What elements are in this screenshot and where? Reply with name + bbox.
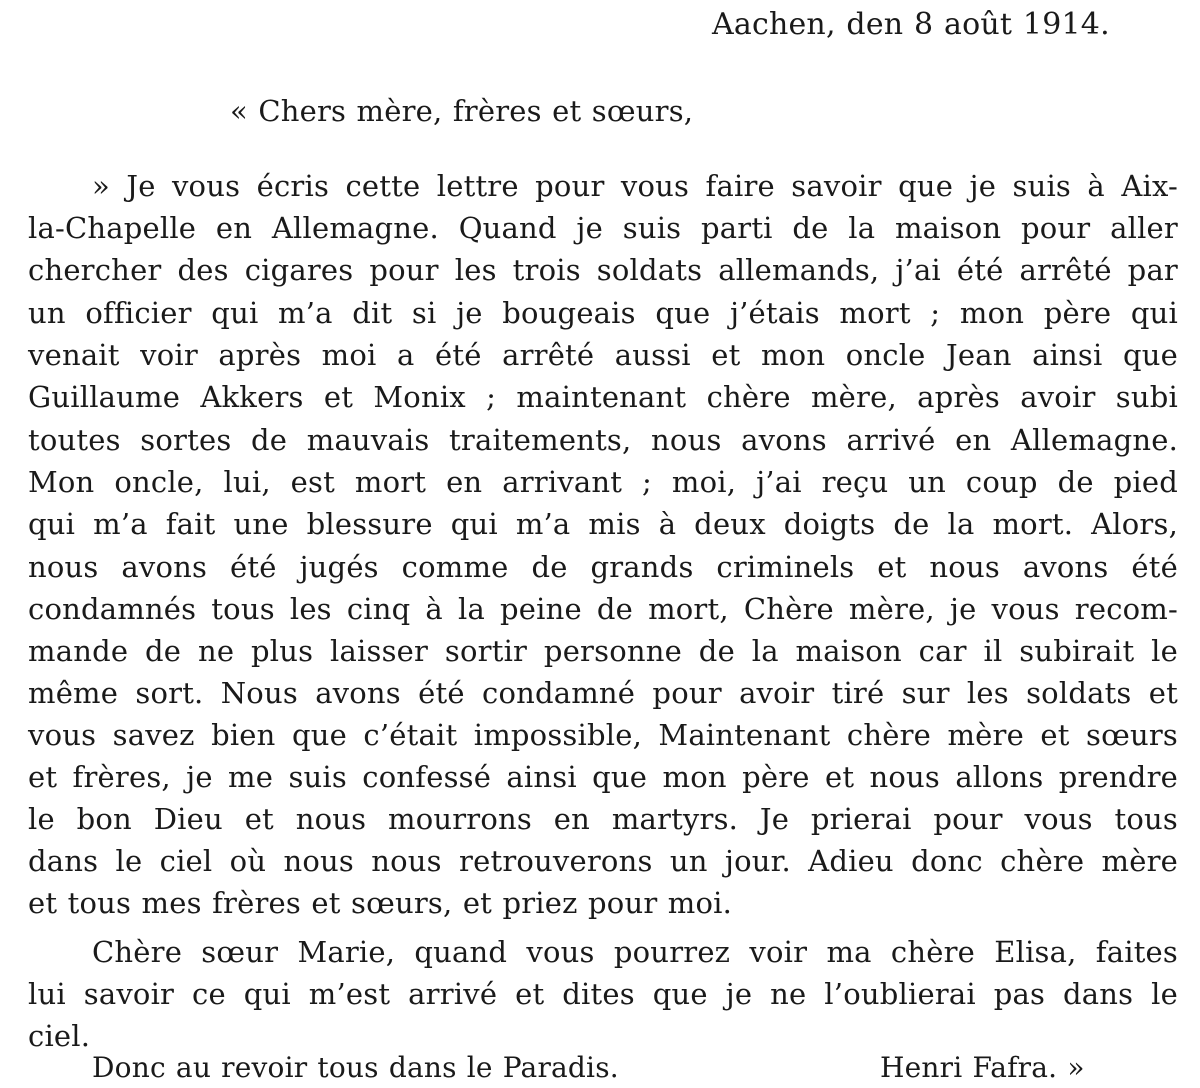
paragraph-1-line-7: toutes sortes de mauvais traitements, nous avons arrivé en Allemagne. — [28, 423, 1178, 457]
paragraph-1-line-9: qui m’a fait une blessure qui m’a mis à deux doigts de la mort. Alors, — [28, 507, 1178, 541]
letter-salutation: « Chers mère, frères et sœurs, — [230, 94, 694, 128]
letter-closing: Donc au revoir tous dans le Paradis. — [92, 1051, 619, 1084]
paragraph-2-line-3: ciel. — [28, 1019, 91, 1053]
paragraph-1-line-16: le bon Dieu et nous mourrons en martyrs. Je prierai pour vous tous — [28, 802, 1178, 836]
paragraph-1-line-10: nous avons été jugés comme de grands criminels et nous avons été — [28, 550, 1178, 584]
paragraph-1-line-14: vous savez bien que c’était impossible, Maintenant chère mère et sœurs — [28, 718, 1178, 752]
letter-dateline: Aachen, den 8 août 1914. — [712, 7, 1110, 42]
paragraph-1-line-3: chercher des cigares pour les trois soldats allemands, j’ai été arrêté par — [28, 253, 1178, 287]
paragraph-1-line-11: condamnés tous les cinq à la peine de mort, Chère mère, je vous recom- — [28, 592, 1178, 626]
paragraph-1-line-2: la-Chapelle en Allemagne. Quand je suis parti de la maison pour aller — [28, 211, 1178, 245]
paragraph-1-line-4: un officier qui m’a dit si je bougeais que j’étais mort ; mon père qui — [28, 296, 1178, 330]
paragraph-2-line-2: lui savoir ce qui m’est arrivé et dites que je ne l’oublierai pas dans le — [28, 977, 1178, 1011]
paragraph-1-line-18: et tous mes frères et sœurs, et priez pour moi. — [28, 886, 733, 920]
paragraph-2-line-1: Chère sœur Marie, quand vous pourrez voir ma chère Elisa, faites — [92, 935, 1178, 969]
paragraph-1-line-17: dans le ciel où nous nous retrouverons un jour. Adieu donc chère mère — [28, 844, 1178, 878]
paragraph-1-line-15: et frères, je me suis confessé ainsi que mon père et nous allons prendre — [28, 760, 1178, 794]
paragraph-1-line-6: Guillaume Akkers et Monix ; maintenant chère mère, après avoir subi — [28, 380, 1178, 414]
paragraph-1-line-8: Mon oncle, lui, est mort en arrivant ; moi, j’ai reçu un coup de pied — [28, 465, 1178, 499]
paragraph-1-line-12: mande de ne plus laisser sortir personne de la maison car il subirait le — [28, 634, 1178, 668]
paragraph-1-line-1: » Je vous écris cette lettre pour vous faire savoir que je suis à Aix- — [92, 169, 1178, 203]
paragraph-1-line-13: même sort. Nous avons été condamné pour avoir tiré sur les soldats et — [28, 676, 1178, 710]
paragraph-1-line-5: venait voir après moi a été arrêté aussi et mon oncle Jean ainsi que — [28, 338, 1178, 372]
letter-signature: Henri Fafra. » — [880, 1051, 1085, 1084]
